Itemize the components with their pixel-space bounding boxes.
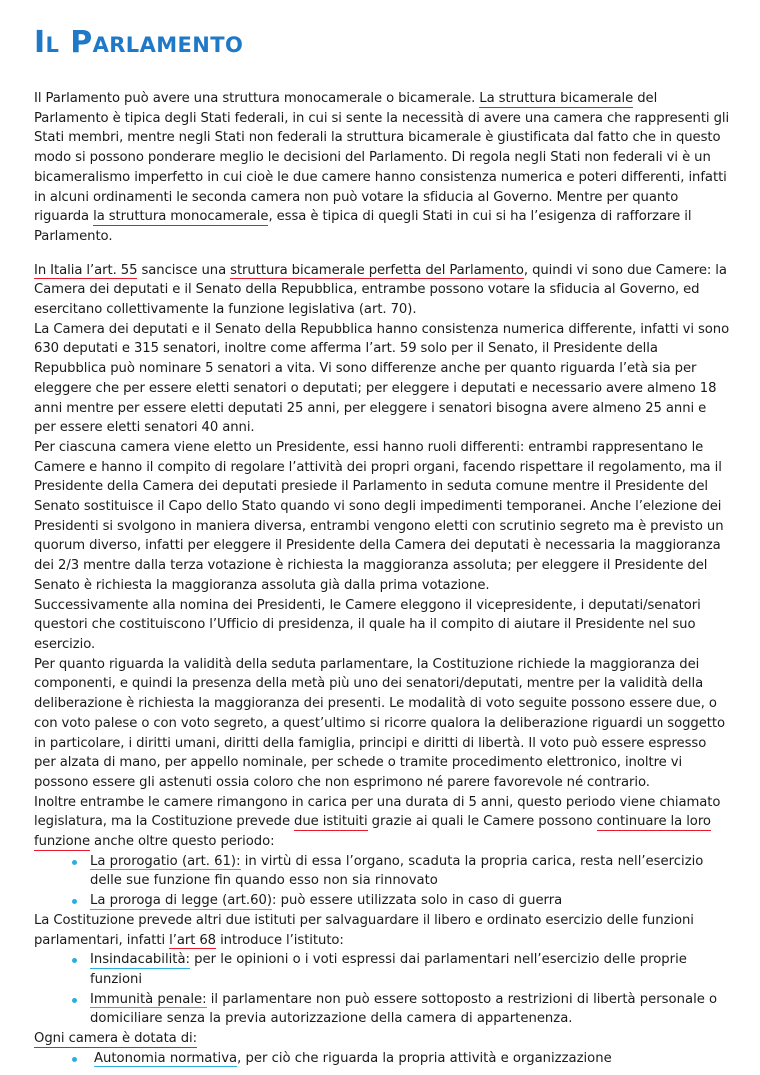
list-item xyxy=(34,1049,730,1069)
text-run: Il Parlamento può avere una struttura monocamerale o bicamerale. xyxy=(34,91,480,106)
red-underlined-phrase: La struttura bicamerale xyxy=(479,91,634,106)
text-run: La Costituzione prevede altri due istituti per salvaguardare il libero e ordinato esercizio delle funzioni parlamentari, infatti xyxy=(34,912,694,948)
red-underlined-phrase: continuare la loro funzione xyxy=(34,814,711,850)
text-run: introduce l’istituto: xyxy=(216,932,344,948)
text-run: : può essere utilizzata solo in caso di guerra xyxy=(272,893,563,909)
text-run: il parlamentare non può essere sottoposto a restrizioni di libertà personale o domiciliare senza la previa autorizzazione della camera di appartenenza. xyxy=(90,991,718,1027)
list-item xyxy=(34,891,730,911)
red-underlined-phrase: In Italia l’art. 55 xyxy=(34,262,138,278)
page-title: Il Parlamento xyxy=(34,25,244,60)
paragraph-presidenti: Per ciascuna camera viene eletto un Presidente, essi hanno ruoli differenti: entrambi rappresentano le Camere e hanno il compito di regolare l’attività dei propri organi, facendo rispettare il regolamento, ma il Presidente della Camera dei deputati presiede il Parlamento in seduta comune mentre il Presidente del Senato sostituisce il Capo dello Stato quando vi sono degli impedimenti temporanei. Anche l’elezione dei Presidenti si svolgono in maniera diversa, entrambi vengono eletti con scrutinio segreto ma è previsto un quorum diverso, infatti per eleggere il Presidente della Camera dei deputati è necessaria la maggioranza dei 2/3 mentre dalla terza votazione è richiesta la maggioranza assoluta; per eleggere il Presidente del Senato è richiesta la maggioranza assoluta già dalla prima votazione. xyxy=(34,439,724,593)
bullet-list-autonomia xyxy=(34,1049,730,1069)
bullet-list-immunita xyxy=(34,950,730,1029)
cyan-underlined-term: Autonomia normativa xyxy=(94,1050,238,1066)
paragraph-validita-seduta: Per quanto riguarda la validità della seduta parlamentare, la Costituzione richiede la maggioranza dei componenti, e quindi la presenza della metà più uno dei senatori/deputati, mentre per la validità della deliberazione è richiesta la maggioranza dei presenti. Le modalità di voto seguite possono essere due, o con voto palese o con voto segreto, a quest’ultimo si ricorre qualora la deliberazione riguardi un soggetto in particolare, i diritti umani, diritti della famiglia, principi e diritti di libertà. Il voto può essere espresso per alzata di mano, per appello nominale, per schede o tramite procedimento elettronico, inoltre vi possono essere gli astenuti ossia coloro che non esprimono né parere favorevole né contrario. xyxy=(34,656,726,790)
red-underlined-phrase: struttura bicamerale perfetta del Parlamento xyxy=(230,262,524,278)
text-run: , quindi vi sono due Camere: la Camera dei deputati e il Senato della Repubblica, entrambe possono votare la sfiducia al Governo, ed esercitano collettivamente la funzione legislativa (art. 70). xyxy=(34,262,727,318)
text-run: sancisce una xyxy=(137,262,231,278)
bullet-list-prorogatio xyxy=(34,852,730,911)
text-run: anche oltre questo periodo: xyxy=(90,834,275,850)
text-run: del Parlamento è tipica degli Stati federali, in cui si sente la necessità di avere una camera che rappresenti gli Stati membri, mentre negli Stati non federali la struttura bicamerale è giustificata dal fatto che in questo modo si possono ponderare meglio le decisioni del Parlamento. Di regola negli Stati non federali vi è un bicameralismo imperfetto in cui cioè le due camere hanno consistenza numerica e poteri differenti, infatti in alcuni ordinamenti le seconda camera non può votare la sfiducia al Governo. Mentre per quanto riguarda xyxy=(34,91,730,225)
red-underlined-phrase: due istituiti xyxy=(294,814,368,830)
cyan-underlined-term: Insindacabilità: xyxy=(90,952,190,968)
red-underlined-phrase: l’art 68 xyxy=(169,932,217,948)
paragraph-ogni-camera xyxy=(34,1029,730,1049)
red-underlined-phrase: la struttura monocamerale xyxy=(93,209,269,225)
list-item xyxy=(34,852,730,891)
cyan-underlined-term: La proroga di legge (art.60) xyxy=(90,893,273,909)
text-run: per le opinioni o i voti espressi dai parlamentari nell’esercizio delle proprie funzioni xyxy=(90,952,687,987)
list-item xyxy=(34,990,730,1029)
paragraph-consistenza: La Camera dei deputati e il Senato della Repubblica hanno consistenza numerica differente, infatti vi sono 630 deputati e 315 senatori, inoltre come afferma l’art. 59 solo per il Senato, il Presidente della Repubblica può nominare 5 senatori a vita. Vi sono differenze anche per quanto riguarda l’età sia per eleggere che per essere eletti senatori o deputati; per eleggere i deputati e necessario avere almeno 18 anni mentre per essere eletti deputati 25 anni, per eleggere i senatori bisogna avere almeno 25 anni e per essere eletti senatori 40 anni. xyxy=(34,321,730,436)
paragraph-legislatura xyxy=(34,793,730,852)
text-run: , essa è tipica di quegli Stati in cui si ha l’esigenza di rafforzare il Parlamento. xyxy=(34,209,692,244)
paragraph-art68 xyxy=(34,911,730,950)
paragraph-art55 xyxy=(34,261,730,320)
text-run: , per ciò che riguarda la propria attività e organizzazione xyxy=(237,1050,612,1066)
cyan-underlined-term: Immunità penale: xyxy=(90,991,207,1007)
text-run: in virtù di essa l’organo, scaduta la propria carica, resta nell’esercizio delle sue funzione fin quando esso non sia rinnovato xyxy=(90,853,704,889)
text-run: Inoltre entrambe le camere rimangono in carica per una durata di 5 anni, questo periodo viene chiamato legislatura, ma la Costituzione prevede xyxy=(34,794,721,830)
paragraph-ufficio-presidenza: Successivamente alla nomina dei Presidenti, le Camere eleggono il vicepresidente, i deputati/senatori questori che costituiscono l’Ufficio di presidenza, il quale ha il compito di aiutare il Presidente nel suo esercizio. xyxy=(34,597,701,652)
red-underlined-phrase: Ogni camera è dotata di: xyxy=(34,1031,198,1047)
cyan-underlined-term: La prorogatio (art. 61): xyxy=(90,853,241,869)
text-run: grazie ai quali le Camere possono xyxy=(367,814,597,830)
list-item xyxy=(34,950,730,989)
paragraph-intro xyxy=(34,89,730,247)
paragraph-spacer xyxy=(34,247,730,261)
